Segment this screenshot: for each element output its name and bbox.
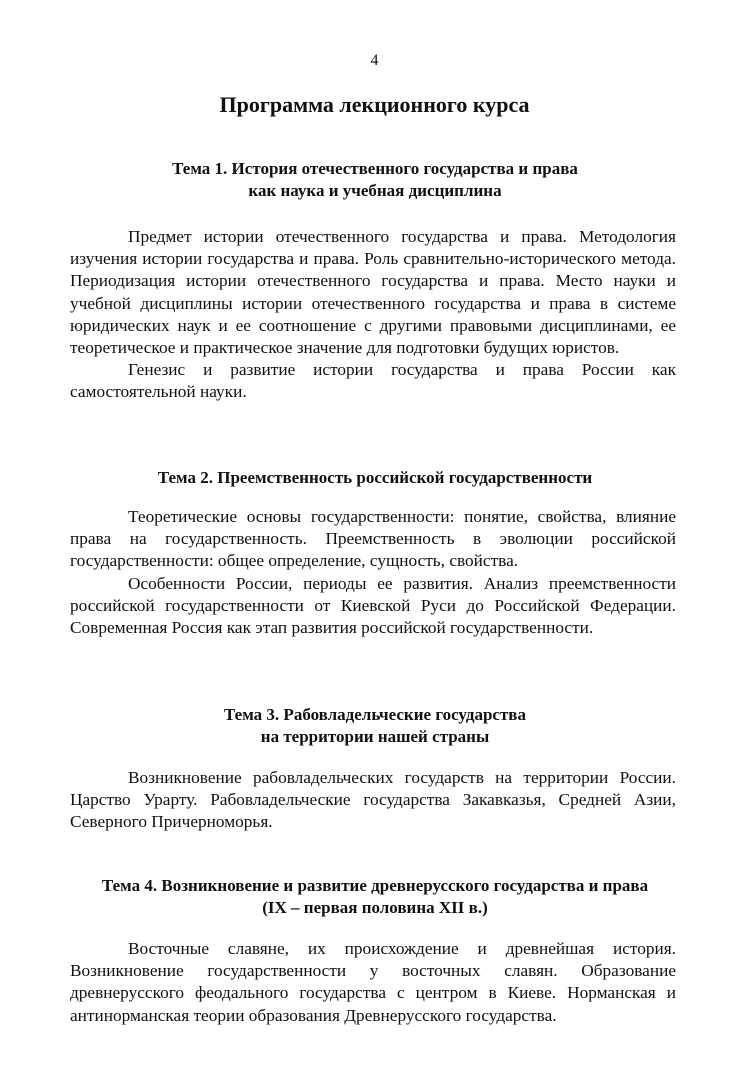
topic-2-paragraph-2: Особенности России, периоды ее развития. Анализ преемственности российской государственности от Киевской Руси до Российской Федерации. Современная Россия как этап развития российской государственности. — [70, 573, 676, 638]
topic-2-paragraph-1: Теоретические основы государственности: понятие, свойства, влияние права на государственность. Преемственность в эволюции российской государственности: общее определение, сущность, свойства. — [70, 507, 676, 571]
topic-1-title-line-2: как наука и учебная дисциплина — [248, 181, 502, 200]
topic-4-title — [60, 875, 690, 919]
topic-3-paragraph-1: Возникновение рабовладельческих государств на территории России. Царство Урарту. Рабовладельческие государства Закавказья, Средней Азии, Северного Причерноморья. — [70, 768, 676, 832]
topic-1-title — [60, 158, 690, 202]
topic-4-title-line-1: Тема 4. Возникновение и развитие древнерусского государства и права — [101, 876, 649, 895]
topic-2-body — [70, 506, 676, 639]
topic-4-body — [70, 938, 676, 1027]
topic-1-paragraph-1: Предмет истории отечественного государства и права. Методология изучения истории государства и права. Роль сравнительно-исторического метода. Периодизация истории отечественного государства и права. Место науки и учебной дисциплины истории отечественного государства и права в системе юридических наук и ее соотношение с другими правовыми дисциплинами, ее теоретическое и практическое значение для подготовки будущих юристов. — [70, 227, 676, 358]
page-title: Программа лекционного курса — [219, 92, 530, 117]
topic-3-body — [70, 767, 676, 834]
page-number: 4 — [370, 52, 379, 69]
topic-4-title-line-2: (IX – первая половина XII в.) — [262, 898, 488, 917]
topic-2-title-line-1: Тема 2. Преемственность российской государственности — [157, 468, 593, 487]
topic-1-body — [70, 226, 676, 404]
topic-3-title-line-1: Тема 3. Рабовладельческие государства — [223, 705, 526, 724]
topic-1-paragraph-2: Генезис и развитие истории государства и права России как самостоятельной науки. — [70, 360, 676, 402]
topic-4-paragraph-1: Восточные славяне, их происхождение и древнейшая история. Возникновение государственности у восточных славян. Образование древнерусского феодального государства с центром в Киеве. Норманская и антинорманская теории образования Древнерусского государства. — [70, 939, 676, 1025]
topic-1-title-line-1: Тема 1. История отечественного государства и права — [172, 159, 578, 178]
topic-3-title-line-2: на территории нашей страны — [260, 727, 490, 746]
topic-3-title — [60, 704, 690, 748]
topic-2-title — [60, 467, 690, 489]
